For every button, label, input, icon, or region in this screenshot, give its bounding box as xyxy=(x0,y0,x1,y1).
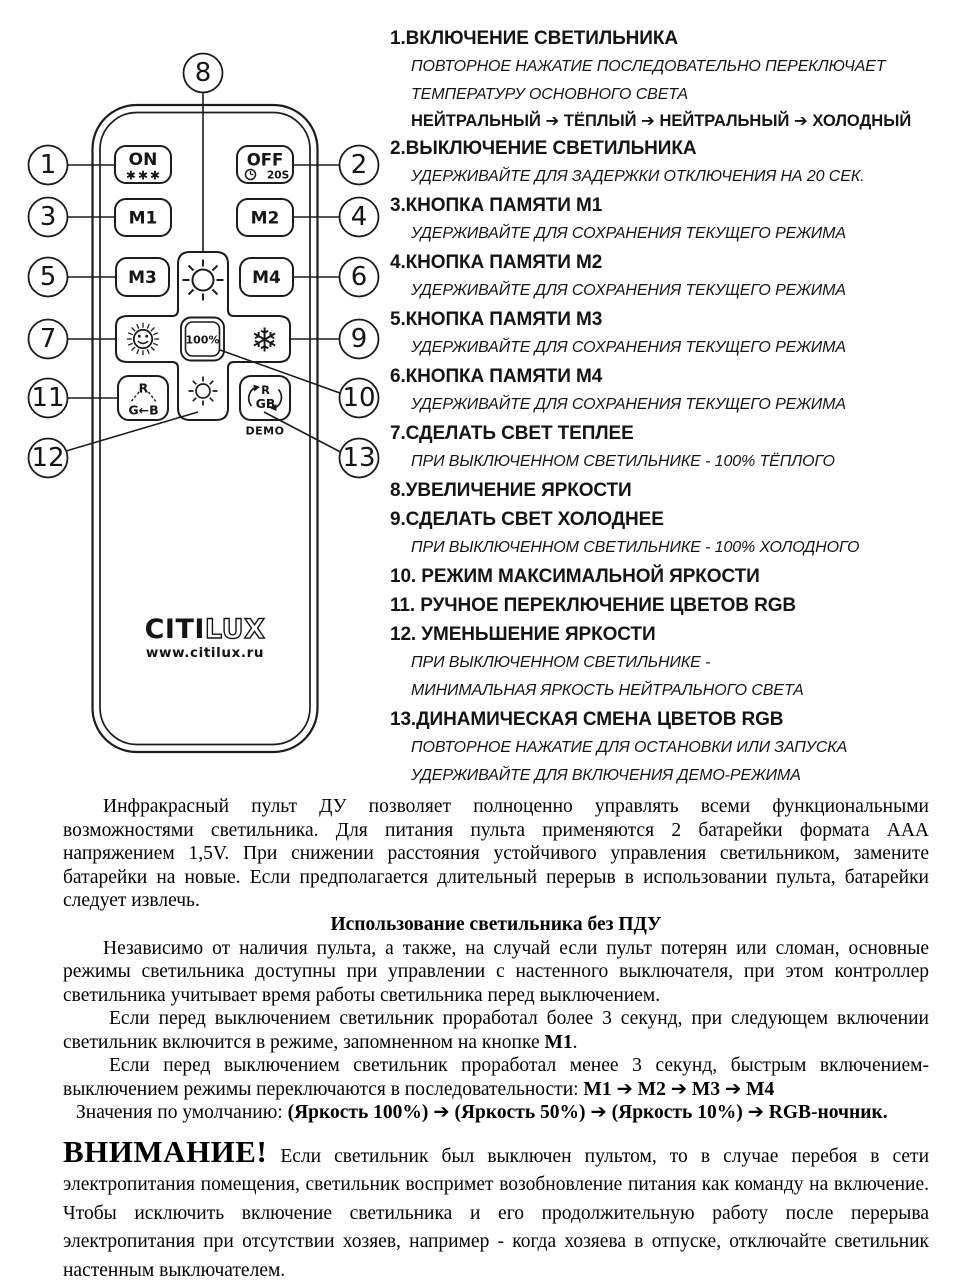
function-item-7 xyxy=(390,419,956,476)
callout-2-number: 2 xyxy=(351,150,368,180)
function-desc: УДЕРЖИВАЙТЕ ДЛЯ СОХРАНЕНИЯ ТЕКУЩЕГО РЕЖИМА xyxy=(390,277,956,305)
function-item-3 xyxy=(390,191,956,248)
paragraph-more-3s xyxy=(63,1007,929,1054)
color-sequence: НЕЙТРАЛЬНЫЙ ➔ ТЁПЛЫЙ ➔ НЕЙТРАЛЬНЫЙ ➔ ХОЛОДНЫЙ xyxy=(390,109,956,134)
function-title: 5.КНОПКА ПАМЯТИ М3 xyxy=(390,305,956,334)
on-button-label: ON xyxy=(129,150,158,170)
callout-1-number: 1 xyxy=(40,150,57,180)
function-item-10 xyxy=(390,562,956,591)
subheader-without-remote: Использование светильника без ПДУ xyxy=(63,913,929,937)
callout-8-number: 8 xyxy=(195,58,212,88)
function-title: 9.СДЕЛАТЬ СВЕТ ХОЛОДНЕЕ xyxy=(390,505,956,534)
function-item-5 xyxy=(390,305,956,362)
brand-logo xyxy=(92,616,318,661)
demo-label: DEMO xyxy=(246,425,285,438)
function-desc: ПОВТОРНОЕ НАЖАТИЕ ДЛЯ ОСТАНОВКИ ИЛИ ЗАПУСКА xyxy=(390,734,956,762)
function-title: 13.ДИНАМИЧЕСКАЯ СМЕНА ЦВЕТОВ RGB xyxy=(390,705,956,734)
remote-drawing xyxy=(0,0,400,785)
max-brightness-label: 100% xyxy=(186,334,220,347)
function-desc: ПОВТОРНОЕ НАЖАТИЕ ПОСЛЕДОВАТЕЛЬНО ПЕРЕКЛЮЧАЕТ xyxy=(390,53,956,81)
callout-5-number: 5 xyxy=(40,262,57,292)
paragraph-less-3s xyxy=(63,1054,929,1101)
function-title: 7.СДЕЛАТЬ СВЕТ ТЕПЛЕЕ xyxy=(390,419,956,448)
function-item-2 xyxy=(390,134,956,191)
off-button-timer: 20S xyxy=(267,170,289,182)
function-title: 3.КНОПКА ПАМЯТИ М1 xyxy=(390,191,956,220)
warning-paragraph xyxy=(63,1138,929,1285)
text-run: Если перед выключением светильник проработал более 3 секунд, при следующем включении светильник включится в режиме, запомненном на кнопке xyxy=(63,1008,929,1053)
rgb-cycle-bottom-label: GB xyxy=(256,396,276,411)
callout-4-number: 4 xyxy=(351,202,368,232)
function-desc: УДЕРЖИВАЙТЕ ДЛЯ ЗАДЕРЖКИ ОТКЛЮЧЕНИЯ НА 20 СЕК. xyxy=(390,163,956,191)
function-desc: ПРИ ВЫКЛЮЧЕННОМ СВЕТИЛЬНИКЕ - xyxy=(390,649,956,677)
function-title: 2.ВЫКЛЮЧЕНИЕ СВЕТИЛЬНИКА xyxy=(390,134,956,163)
function-item-12 xyxy=(390,620,956,705)
function-desc: ТЕМПЕРАТУРУ ОСНОВНОГО СВЕТА xyxy=(390,81,956,109)
function-item-13 xyxy=(390,705,956,790)
off-button-label: OFF xyxy=(247,151,284,170)
callout-10-number: 10 xyxy=(342,383,375,413)
rgb-manual-bottom-label: G←B xyxy=(128,403,158,418)
paragraph-wall-switch: Независимо от наличия пульта, а также, на случай если пульт потерян или сломан, основные режимы светильника доступны при управлении с настенного выключателя, при этом контроллер светильника учитывает время работы светильника перед выключением. xyxy=(63,937,929,1008)
brand-logo-lux: LUX xyxy=(205,614,265,645)
callout-6-number: 6 xyxy=(351,262,368,292)
function-desc: УДЕРЖИВАЙТЕ ДЛЯ СОХРАНЕНИЯ ТЕКУЩЕГО РЕЖИМА xyxy=(390,220,956,248)
rgb-manual-top-label: R xyxy=(139,381,149,396)
brand-site-url: www.citilux.ru xyxy=(92,645,318,661)
function-title: 1.ВКЛЮЧЕНИЕ СВЕТИЛЬНИКА xyxy=(390,24,956,53)
bold-run-default-sequence: (Яркость 100%) ➔ (Яркость 50%) ➔ (Яркость 10%) ➔ RGB-ночник. xyxy=(288,1102,888,1123)
m4-button-label: M4 xyxy=(252,268,281,288)
warning-title: ВНИМАНИЕ! xyxy=(63,1134,267,1169)
function-item-1 xyxy=(390,24,956,134)
rgb-cycle-top-label: R xyxy=(261,383,270,397)
m3-button-label: M3 xyxy=(128,268,157,288)
m2-button-label: M2 xyxy=(251,209,280,229)
brand-logo-citi: CITI xyxy=(145,614,205,645)
function-desc: ПРИ ВЫКЛЮЧЕННОМ СВЕТИЛЬНИКЕ - 100% ХОЛОДНОГО xyxy=(390,534,956,562)
on-button-stars: ✱✱✱ xyxy=(126,169,162,183)
function-item-4 xyxy=(390,248,956,305)
callout-7-number: 7 xyxy=(40,324,57,354)
remote-diagram xyxy=(0,0,400,785)
function-desc: УДЕРЖИВАЙТЕ ДЛЯ ВКЛЮЧЕНИЯ ДЕМО-РЕЖИМА xyxy=(390,762,956,790)
text-run: . xyxy=(573,1032,578,1053)
snowflake-icon: ❄ xyxy=(251,321,279,360)
function-item-9 xyxy=(390,505,956,562)
function-title: 8.УВЕЛИЧЕНИЕ ЯРКОСТИ xyxy=(390,476,956,505)
function-list xyxy=(390,24,956,790)
function-desc: МИНИМАЛЬНАЯ ЯРКОСТЬ НЕЙТРАЛЬНОГО СВЕТА xyxy=(390,677,956,705)
function-title: 6.КНОПКА ПАМЯТИ М4 xyxy=(390,362,956,391)
function-desc: УДЕРЖИВАЙТЕ ДЛЯ СОХРАНЕНИЯ ТЕКУЩЕГО РЕЖИМА xyxy=(390,334,956,362)
warning-text: Если светильник был выключен пультом, то в случае перебоя в сети электропитания помещения, светильник воспримет возобновление питания как команду на включение. Чтобы исключить включение светильника и его продолжительную работу после перерыва электропитания при отсутствии хозяев, например - когда хозяева в отпуске, отключайте светильник настенным выключателем. xyxy=(63,1146,929,1281)
bold-run-m1: М1 xyxy=(544,1032,572,1053)
function-item-6 xyxy=(390,362,956,419)
callout-12-number: 12 xyxy=(31,443,64,473)
body-text xyxy=(63,795,929,1285)
function-title: 11. РУЧНОЕ ПЕРЕКЛЮЧЕНИЕ ЦВЕТОВ RGB xyxy=(390,591,956,620)
text-run: Если перед выключением светильник проработал менее 3 секунд, быстрым включением-выключением режимы переключаются в последовательности: xyxy=(63,1055,929,1100)
function-desc: ПРИ ВЫКЛЮЧЕННОМ СВЕТИЛЬНИКЕ - 100% ТЁПЛОГО xyxy=(390,448,956,476)
callout-9-number: 9 xyxy=(351,324,368,354)
function-title: 4.КНОПКА ПАМЯТИ М2 xyxy=(390,248,956,277)
m1-button-label: M1 xyxy=(129,209,158,229)
callout-13-number: 13 xyxy=(342,443,375,473)
function-desc: УДЕРЖИВАЙТЕ ДЛЯ СОХРАНЕНИЯ ТЕКУЩЕГО РЕЖИМА xyxy=(390,391,956,419)
function-item-8 xyxy=(390,476,956,505)
bold-run-mode-sequence: М1 ➔ М2 ➔ М3 ➔ М4 xyxy=(583,1079,774,1100)
function-item-11 xyxy=(390,591,956,620)
callout-3-number: 3 xyxy=(40,202,57,232)
paragraph-defaults xyxy=(63,1101,929,1125)
function-title: 12. УМЕНЬШЕНИЕ ЯРКОСТИ xyxy=(390,620,956,649)
text-run: Значения по умолчанию: xyxy=(76,1102,288,1123)
callout-11-number: 11 xyxy=(31,383,64,413)
function-title: 10. РЕЖИМ МАКСИМАЛЬНОЙ ЯРКОСТИ xyxy=(390,562,956,591)
paragraph-ir-remote: Инфракрасный пульт ДУ позволяет полноценно управлять всеми функциональными возможностями светильника. Для питания пульта применяются 2 батарейки формата ААА напряжением 1,5V. При снижении расстояния устойчивого управления светильником, замените батарейки на новые. Если предполагается длительный перерыв в использовании пульта, батарейки следует извлечь. xyxy=(63,795,929,913)
